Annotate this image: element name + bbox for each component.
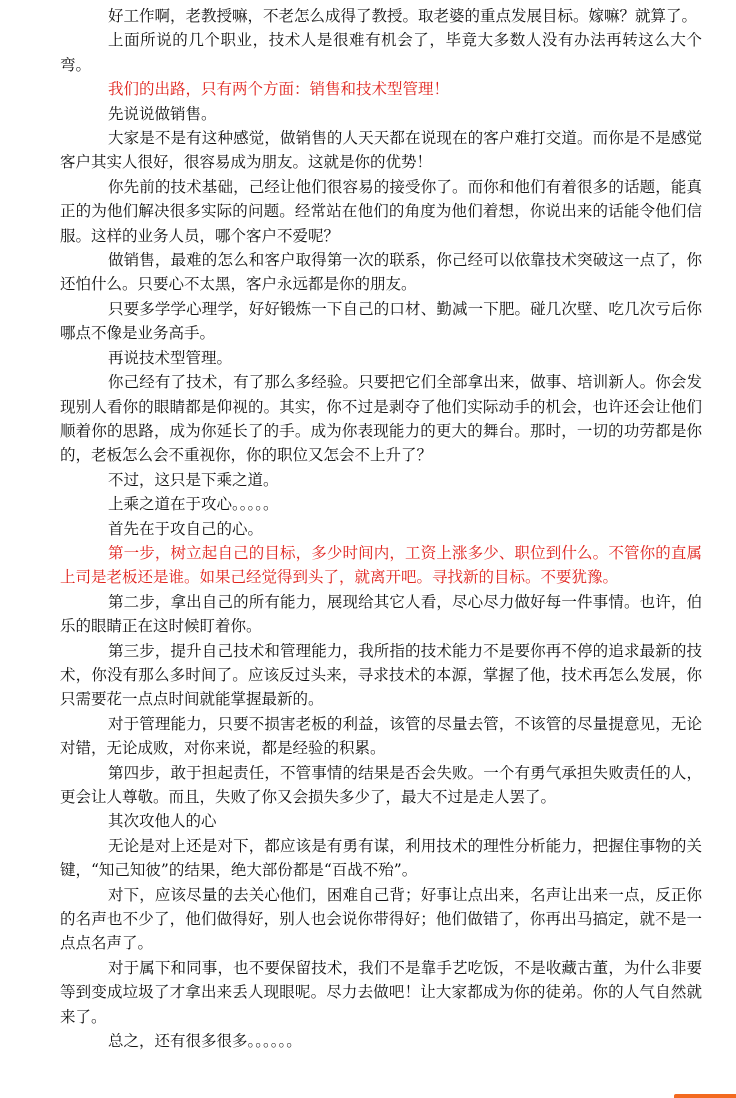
highlighted-paragraph: 第一步，树立起自己的目标，多少时间内，工资上涨多少、职位到什么。不管你的直属上司是老板还是谁。如果己经觉得到头了，就离开吧。寻找新的目标。不要犹豫。	[60, 543, 702, 587]
paragraph: 好工作啊，老教授嘛，不老怎么成得了教授。取老婆的重点发展目标。嫁嘛？就算了。	[108, 7, 698, 25]
paragraph: 对于管理能力，只要不损害老板的利益，该管的尽量去管，不该管的尽量提意见，无论对错，无论成败，对你来说，都是经验的积累。	[60, 714, 702, 758]
paragraph: 大家是不是有这种感觉，做销售的人天天都在说现在的客户难打交道。而你是不是感觉客户其实人很好，很容易成为朋友。这就是你的优势！	[60, 129, 702, 172]
paragraph: 只要多学学心理学，好好锻炼一下自己的口材、勤减一下肥。碰几次壁、吃几次亏后你哪点不像是业务高手。	[60, 299, 702, 343]
paragraph: 总之，还有很多很多。。。。。。	[108, 1032, 302, 1051]
document-body	[60, 4, 702, 1053]
paragraph: 再说技术型管理。	[108, 348, 233, 367]
paragraph: 你己经有了技术，有了那么多经验。只要把它们全部拿出来，做事、培训新人。你会发现别人看你的眼睛都是仰视的。其实，你不过是剥夺了他们实际动手的机会，也许还会让他们顺着你的思路，成为你延长了的手。成为你表现能力的更大的舞台。那时，一切的功劳都是你的，老板怎么会不重视你，你的职位又怎会不上升了？	[60, 373, 702, 465]
scroll-indicator-bar	[674, 1094, 736, 1098]
paragraph: 上面所说的几个职业，技术人是很难有机会了，毕竟大多数人没有办法再转这么大个弯。	[60, 31, 702, 74]
paragraph: 第二步，拿出自己的所有能力，展现给其它人看，尽心尽力做好每一件事情。也许，伯乐的眼睛正在这时候盯着你。	[60, 592, 702, 636]
paragraph: 你先前的技术基础，己经让他们很容易的接受你了。而你和他们有着很多的话题，能真正的为他们解决很多实际的问题。经常站在他们的角度为他们着想，你说出来的话能令他们信服。这样的业务人员，哪个客户不爱呢？	[60, 177, 702, 245]
paragraph: 上乘之道在于攻心。。。。。	[108, 495, 279, 514]
paragraph: 对下，应该尽量的去关心他们，困难自己背；好事让点出来，名声让出来一点，反正你的名声也不少了，他们做得好，别人也会说你带得好；他们做错了，你再出马搞定，就不是一点点名声了。	[60, 885, 702, 953]
paragraph: 无论是对上还是对下，都应该是有勇有谋，利用技术的理性分析能力，把握住事物的关键，“知己知彼”的结果，绝大部份都是“百战不殆”。	[60, 836, 702, 880]
paragraph: 先说说做销售。	[108, 104, 217, 123]
paragraph: 其次攻他人的心	[108, 812, 217, 831]
paragraph: 对于属下和同事，也不要保留技术，我们不是靠手艺吃饭，不是收藏古董，为什么非要等到变成垃圾了才拿出来丢人现眼呢。尽力去做吧！让大家都成为你的徒弟。你的人气自然就来了。	[60, 958, 702, 1026]
paragraph: 不过，这只是下乘之道。	[108, 470, 279, 489]
paragraph: 第三步，提升自己技术和管理能力，我所指的技术能力不是要你再不停的追求最新的技术，你没有那么多时间了。应该反过头来，寻求技术的本源，掌握了他，技术再怎么发展，你只需要花一点点时间就能掌握最新的。	[60, 641, 702, 709]
paragraph: 第四步，敢于担起责任，不管事情的结果是否会失败。一个有勇气承担失败责任的人，更会让人尊敬。而且，失败了你又会损失多少了，最大不过是走人罢了。	[60, 763, 702, 806]
highlighted-paragraph: 我们的出路，只有两个方面：销售和技术型管理！	[108, 80, 450, 99]
paragraph: 首先在于攻自己的心。	[108, 519, 264, 538]
paragraph: 做销售，最难的怎么和客户取得第一次的联系，你己经可以依靠技术突破这一点了，你还怕什么。只要心不太黑，客户永远都是你的朋友。	[60, 251, 702, 294]
